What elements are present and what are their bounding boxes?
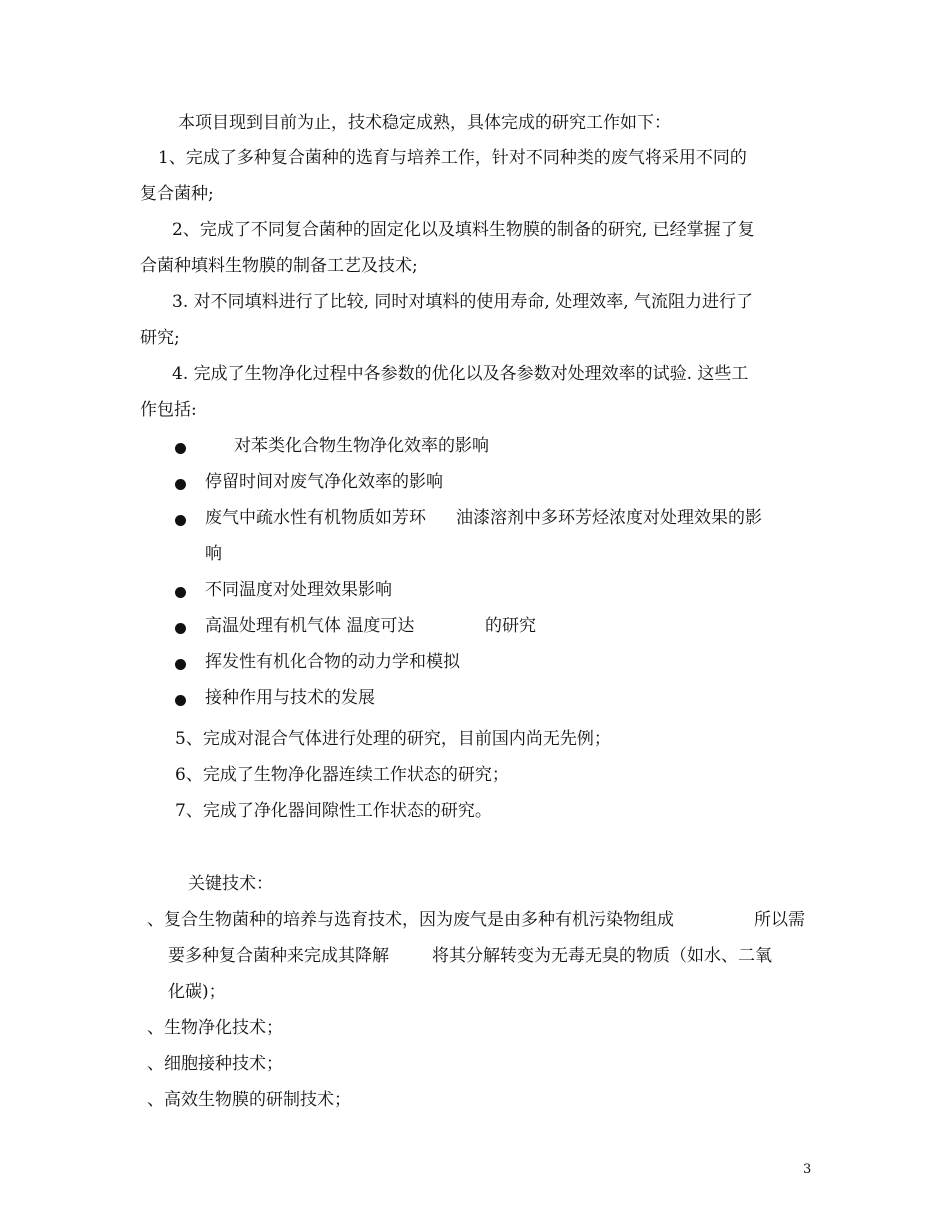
key-tech-1-line-2b: 将其分解转变为无毒无臭的物质（如水、二氧 bbox=[432, 946, 772, 966]
key-tech-2: 、生物净化技术； bbox=[147, 1018, 283, 1038]
bullet-5-text-b: 的研究 bbox=[485, 616, 536, 636]
bullet-4-text: 不同温度对处理效果影响 bbox=[205, 580, 392, 600]
bullet-icon bbox=[175, 515, 186, 526]
item-6: 6、完成了生物净化器连续工作状态的研究； bbox=[175, 765, 509, 785]
bullet-3-text-b: 油漆溶剂中多环芳烃浓度对处理效果的影 bbox=[456, 508, 762, 528]
item-1-line-2: 复合菌种; bbox=[140, 184, 214, 204]
bullet-1-text: 对苯类化合物生物净化效率的影响 bbox=[234, 436, 489, 456]
bullet-icon bbox=[175, 623, 186, 634]
bullet-2-text: 停留时间对废气净化效率的影响 bbox=[205, 472, 443, 492]
page-number: 3 bbox=[803, 1162, 812, 1177]
key-tech-1-line-1b: 所以需 bbox=[754, 910, 805, 930]
bullet-icon bbox=[175, 443, 186, 454]
bullet-icon bbox=[175, 659, 186, 670]
key-tech-1-line-3: 化碳)； bbox=[168, 982, 226, 1002]
item-7: 7、完成了净化器间隙性工作状态的研究。 bbox=[175, 801, 492, 821]
bullet-3-text-a: 废气中疏水性有机物质如芳环 bbox=[205, 508, 426, 528]
bullet-icon bbox=[175, 695, 186, 706]
item-5: 5、完成对混合气体进行处理的研究，目前国内尚无先例； bbox=[175, 729, 611, 749]
item-4-line-1: 4. 完成了生物净化过程中各参数的优化以及各参数对处理效率的试验. 这些工 bbox=[172, 364, 749, 384]
bullet-3-text-c: 响 bbox=[205, 544, 222, 564]
item-3-line-2: 研究; bbox=[140, 328, 180, 348]
key-tech-1-line-1a: 、复合生物菌种的培养与选育技术，因为废气是由多种有机污染物组成 bbox=[147, 910, 674, 930]
key-tech-heading: 关键技术： bbox=[188, 874, 273, 894]
key-tech-4: 、高效生物膜的研制技术； bbox=[147, 1090, 351, 1110]
item-2-line-1: 2、完成了不同复合菌种的固定化以及填料生物膜的制备的研究, 已经掌握了复 bbox=[172, 220, 755, 240]
key-tech-1-line-2a: 要多种复合菌种来完成其降解 bbox=[168, 946, 389, 966]
bullet-icon bbox=[175, 587, 186, 598]
bullet-6-text: 挥发性有机化合物的动力学和模拟 bbox=[205, 652, 460, 672]
bullet-7-text: 接种作用与技术的发展 bbox=[205, 688, 375, 708]
bullet-5-text-a: 高温处理有机气体 温度可达 bbox=[205, 616, 415, 636]
intro-paragraph: 本项目现到目前为止，技术稳定成熟，具体完成的研究工作如下： bbox=[178, 113, 671, 133]
key-tech-3: 、细胞接种技术； bbox=[147, 1054, 283, 1074]
item-4-line-2: 作包括: bbox=[140, 400, 197, 420]
item-3-line-1: 3. 对不同填料进行了比较, 同时对填料的使用寿命, 处理效率, 气流阻力进行了 bbox=[172, 292, 754, 312]
item-1-line-1: 1、完成了多种复合菌种的选育与培养工作，针对不同种类的废气将采用不同的 bbox=[158, 148, 747, 168]
item-2-line-2: 合菌种填料生物膜的制备工艺及技术; bbox=[140, 256, 418, 276]
bullet-icon bbox=[175, 479, 186, 490]
